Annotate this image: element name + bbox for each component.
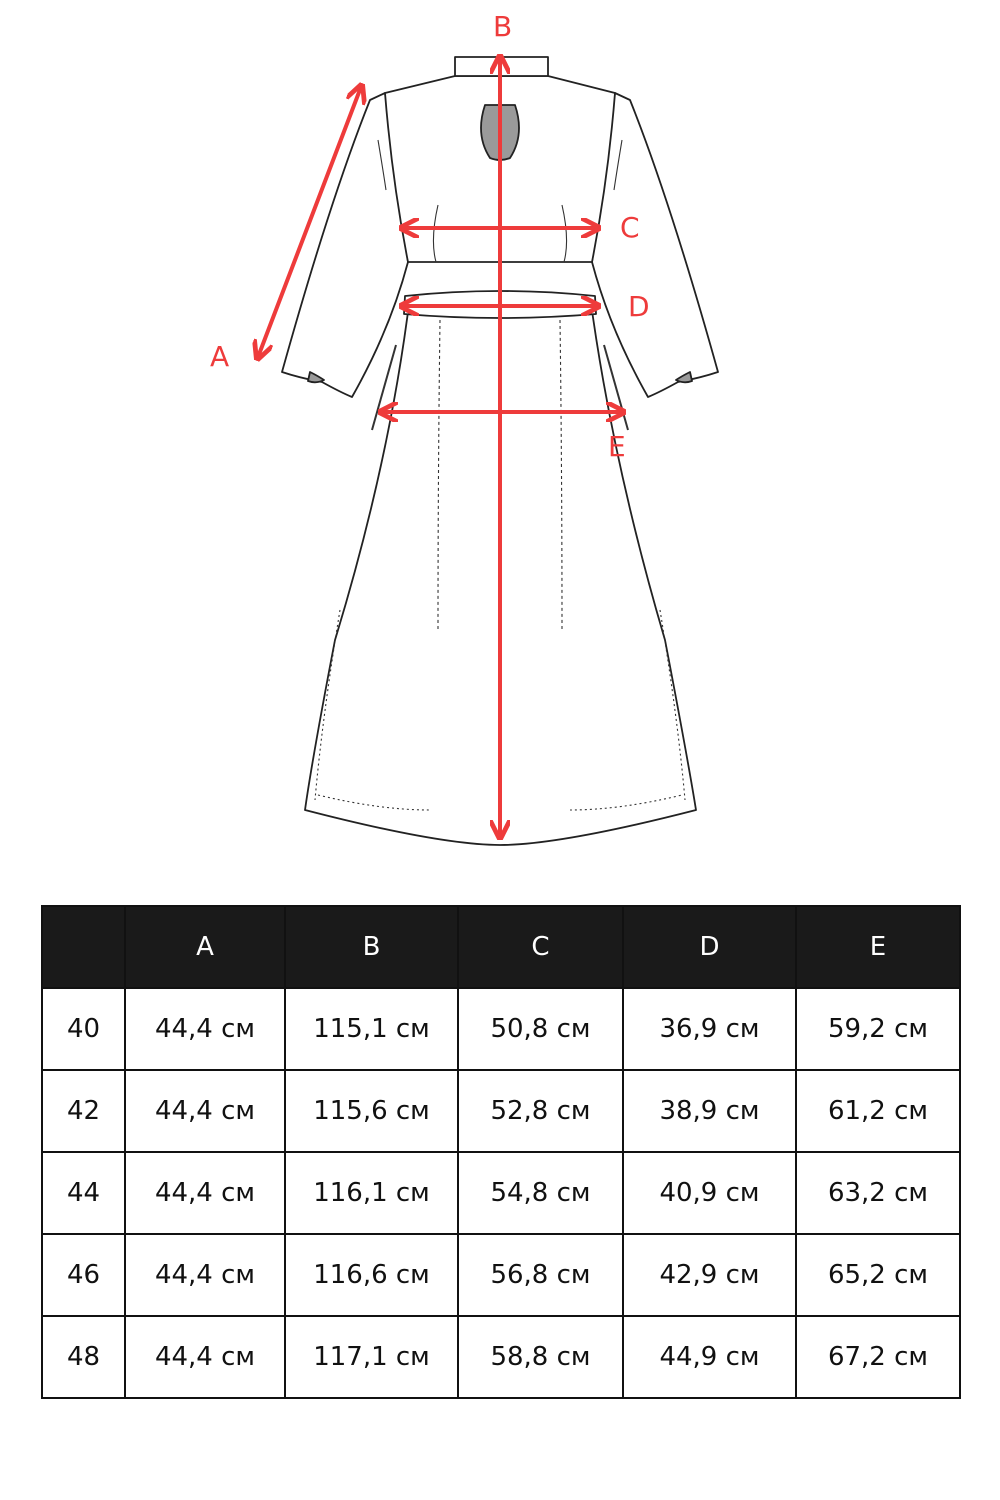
table-cell: 44,4 см: [125, 1070, 285, 1152]
table-cell: 44,4 см: [125, 1316, 285, 1398]
label-a: A: [210, 340, 230, 373]
header-cell-d: D: [623, 906, 796, 988]
table-cell: 52,8 см: [458, 1070, 623, 1152]
table-cell: 63,2 см: [796, 1152, 960, 1234]
header-cell-c: C: [458, 906, 623, 988]
table-cell: 58,8 см: [458, 1316, 623, 1398]
table-cell: 116,6 см: [285, 1234, 458, 1316]
label-e: E: [608, 430, 626, 463]
table-row: [42, 988, 960, 1070]
table-cell: 115,6 см: [285, 1070, 458, 1152]
table-cell: 116,1 см: [285, 1152, 458, 1234]
table-cell: 38,9 см: [623, 1070, 796, 1152]
size-cell: 48: [42, 1316, 125, 1398]
table-header-row: [42, 906, 960, 988]
table-cell: 44,4 см: [125, 1234, 285, 1316]
table-cell: 40,9 см: [623, 1152, 796, 1234]
header-cell-size: [42, 906, 125, 988]
table-cell: 56,8 см: [458, 1234, 623, 1316]
header-cell-e: E: [796, 906, 960, 988]
label-c: C: [620, 211, 640, 244]
table-cell: 59,2 см: [796, 988, 960, 1070]
table-cell: 36,9 см: [623, 988, 796, 1070]
table-cell: 42,9 см: [623, 1234, 796, 1316]
table-cell: 44,4 см: [125, 988, 285, 1070]
table-cell: 117,1 см: [285, 1316, 458, 1398]
size-cell: 44: [42, 1152, 125, 1234]
table-cell: 65,2 см: [796, 1234, 960, 1316]
header-cell-b: B: [285, 906, 458, 988]
table-row: [42, 1152, 960, 1234]
size-chart-table: [41, 905, 961, 1399]
table-cell: 44,9 см: [623, 1316, 796, 1398]
size-cell: 42: [42, 1070, 125, 1152]
table-cell: 67,2 см: [796, 1316, 960, 1398]
size-cell: 46: [42, 1234, 125, 1316]
table-cell: 50,8 см: [458, 988, 623, 1070]
label-b: B: [493, 10, 513, 43]
header-cell-a: A: [125, 906, 285, 988]
label-d: D: [628, 290, 650, 323]
table-cell: 115,1 см: [285, 988, 458, 1070]
table-cell: 44,4 см: [125, 1152, 285, 1234]
size-cell: 40: [42, 988, 125, 1070]
table-row: [42, 1234, 960, 1316]
table-cell: 54,8 см: [458, 1152, 623, 1234]
table-row: [42, 1316, 960, 1398]
table-row: [42, 1070, 960, 1152]
table-cell: 61,2 см: [796, 1070, 960, 1152]
